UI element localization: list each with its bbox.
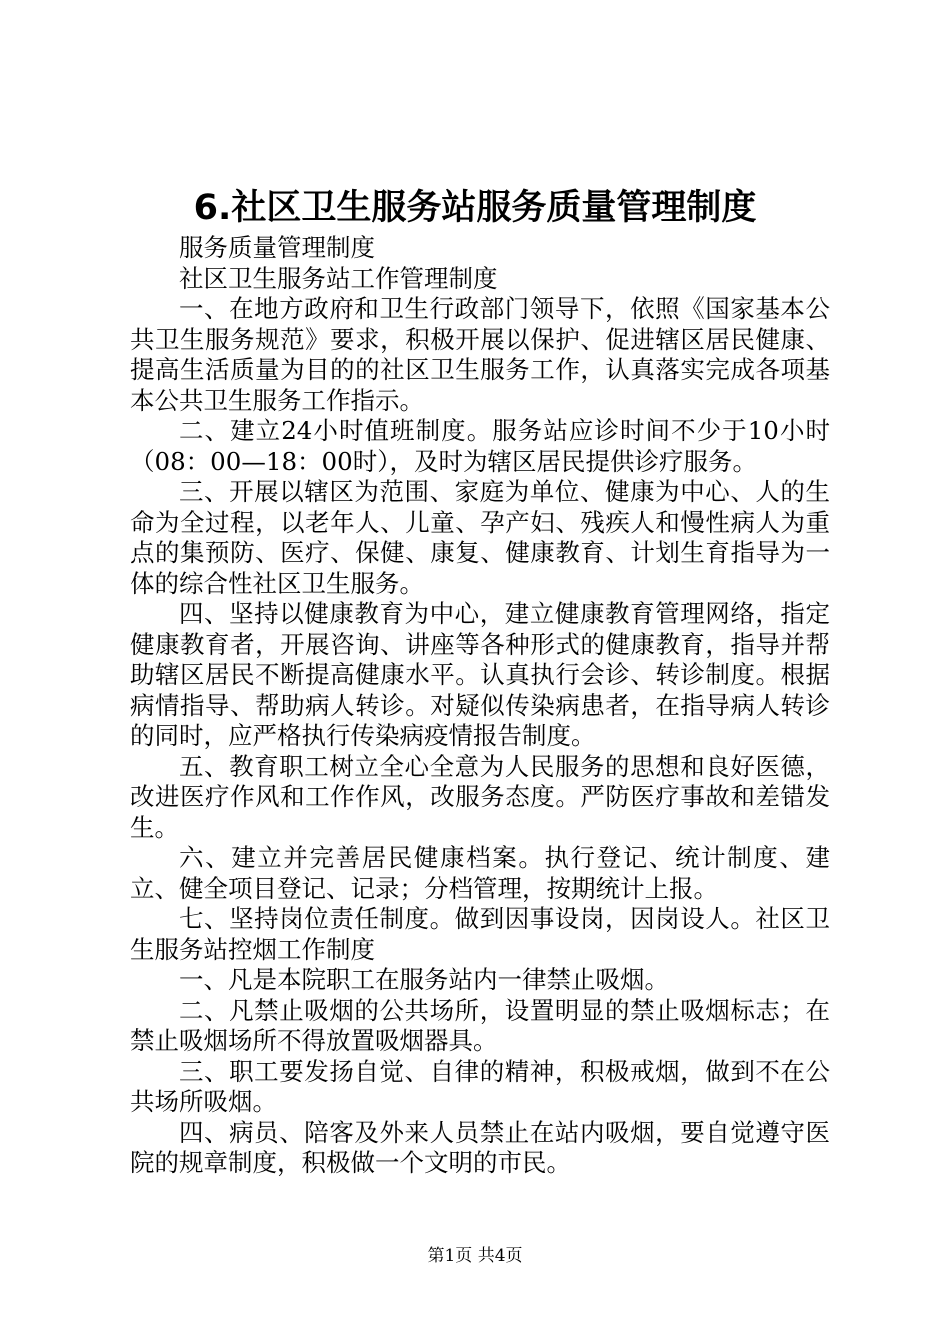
paragraph: 四、病员、陪客及外来人员禁止在站内吸烟，要自觉遵守医院的规章制度，积极做一个文明的市民。 xyxy=(130,1117,830,1177)
paragraph: 六、建立并完善居民健康档案。执行登记、统计制度、建立、健全项目登记、记录；分档管理，按期统计上报。 xyxy=(130,843,830,903)
paragraph-heading: 服务质量管理制度 xyxy=(179,233,375,262)
paragraph: 二、建立24小时值班制度。服务站应诊时间不少于10小时（08：00—18：00时），及时为辖区居民提供诊疗服务。 xyxy=(130,416,830,476)
paragraph: 一、凡是本院职工在服务站内一律禁止吸烟。 xyxy=(179,965,669,994)
document-title: 6.社区卫生服务站服务质量管理制度 xyxy=(193,188,757,228)
paragraph: 三、开展以辖区为范围、家庭为单位、健康为中心、人的生命为全过程，以老年人、儿童、孕产妇、残疾人和慢性病人为重点的集预防、医疗、保健、康复、健康教育、计划生育指导为一体的综合性社区卫生服务。 xyxy=(130,477,830,598)
paragraph: 七、坚持岗位责任制度。做到因事设岗，因岗设人。社区卫生服务站控烟工作制度 xyxy=(130,904,830,964)
page-number: 第1页 共4页 xyxy=(427,1246,523,1266)
paragraph: 四、坚持以健康教育为中心，建立健康教育管理网络，指定健康教育者，开展咨询、讲座等各种形式的健康教育，指导并帮助辖区居民不断提高健康水平。认真执行会诊、转诊制度。根据病情指导、帮助病人转诊。对疑似传染病患者，在指导病人转诊的同时，应严格执行传染病疫情报告制度。 xyxy=(130,599,830,750)
paragraph: 五、教育职工树立全心全意为人民服务的思想和良好医德，改进医疗作风和工作作风，改服务态度。严防医疗事故和差错发生。 xyxy=(130,751,830,842)
paragraph: 二、凡禁止吸烟的公共场所，设置明显的禁止吸烟标志；在禁止吸烟场所不得放置吸烟器具。 xyxy=(130,995,830,1055)
paragraph: 三、职工要发扬自觉、自律的精神，积极戒烟，做到不在公共场所吸烟。 xyxy=(130,1056,830,1116)
document-body xyxy=(130,233,830,1179)
paragraph-heading: 社区卫生服务站工作管理制度 xyxy=(179,263,498,293)
paragraph: 一、在地方政府和卫生行政部门领导下，依照《国家基本公共卫生服务规范》要求，积极开展以保护、促进辖区居民健康、提高生活质量为目的的社区卫生服务工作，认真落实完成各项基本公共卫生服务工作指示。 xyxy=(130,294,830,415)
